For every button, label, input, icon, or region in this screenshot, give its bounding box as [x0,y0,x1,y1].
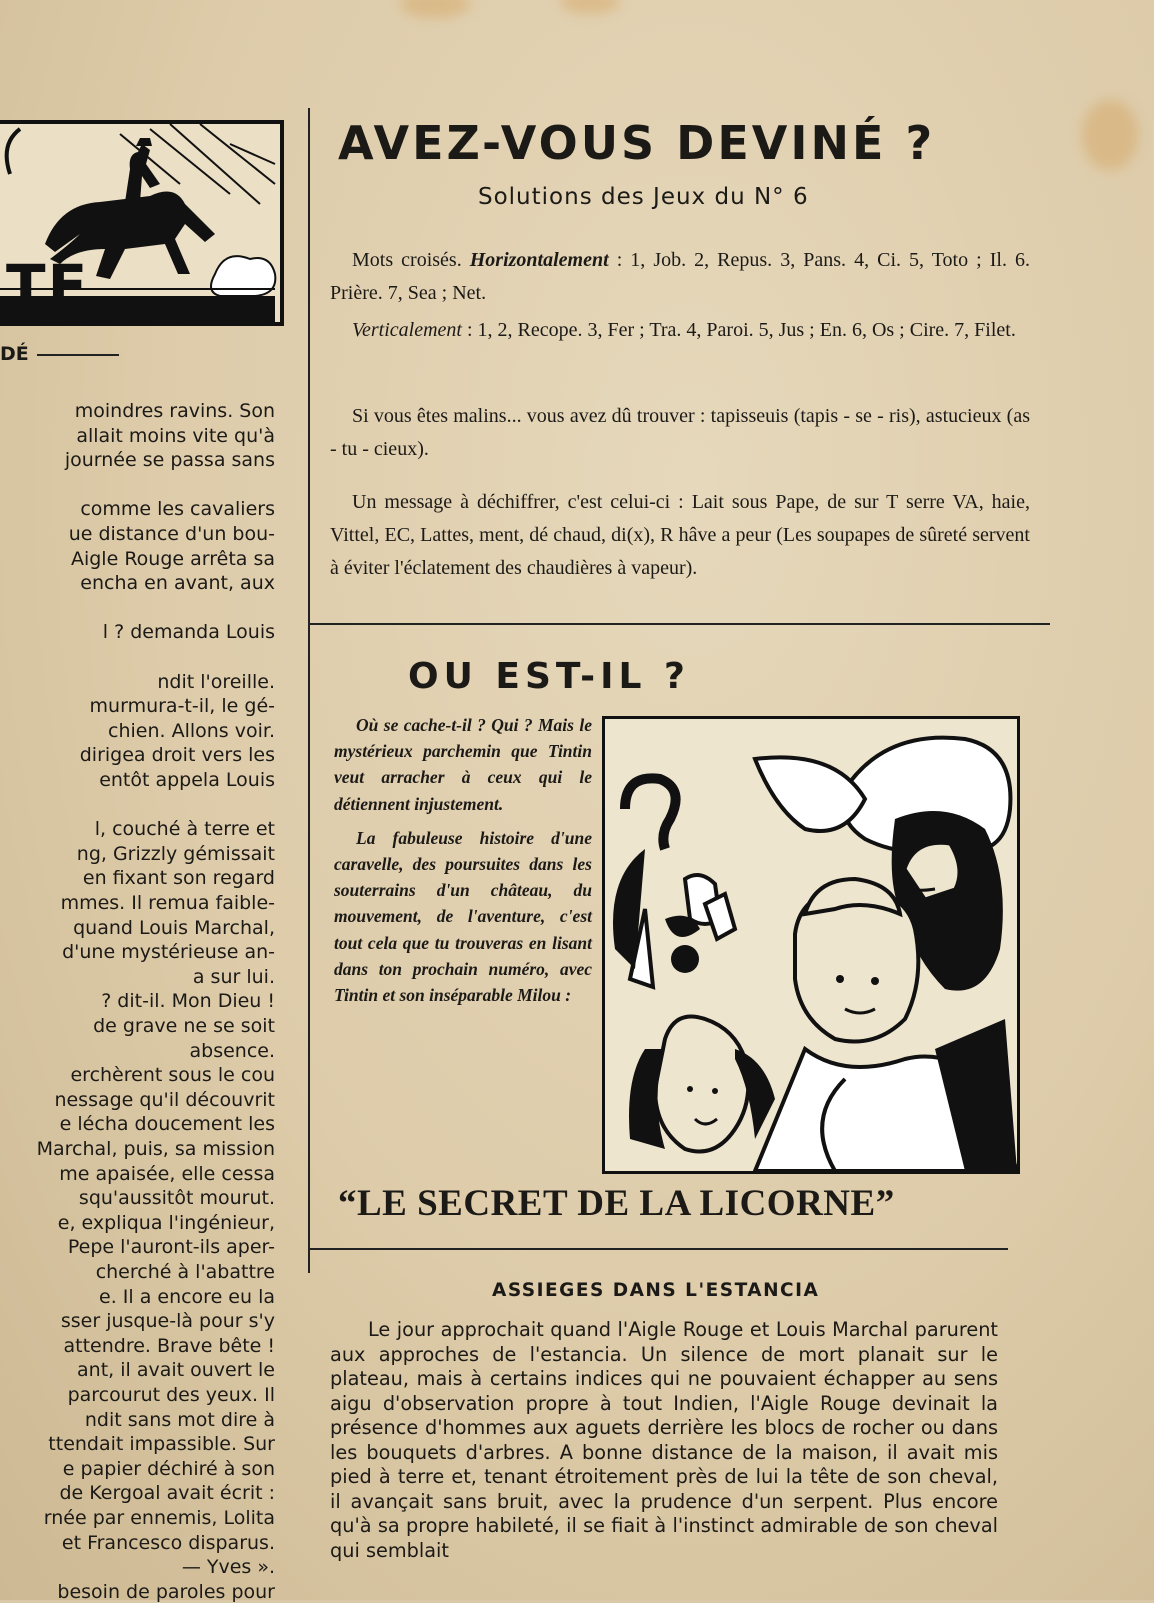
left-text-line: ng, Grizzly gémissait [76,842,275,865]
column-divider [308,108,310,1273]
horizontal-label: Horizontalement [469,249,609,271]
left-text-line: cherché à l'abattre [95,1261,275,1283]
crossword-horizontal-solution [330,244,1030,310]
left-text-line: erchèrent sous le cou [70,1064,275,1087]
left-text-line: dirigea droit vers les [79,744,275,767]
vertical-label: Verticalement [352,319,462,341]
story-headline: “LE SECRET DE LA LICORNE” [338,1183,895,1224]
section1-title: AVEZ-VOUS DEVINÉ ? [338,116,936,170]
left-subtitle: DÉ [0,343,130,365]
banner-letters: TE [6,252,90,320]
riddle-solution: Si vous êtes malins... vous avez dû trouver : tapisseuis (tapis - se - ris), astucieux (as - tu - cieux). [330,405,1030,460]
left-text-line: parcourut des yeux. Il [67,1384,275,1406]
paper-stain [400,0,470,18]
left-text-line: comme les cavaliers [80,498,275,521]
section-divider [308,1248,1008,1250]
left-banner-illustration [0,120,284,326]
left-text-line: ue distance d'un bou- [68,523,275,545]
story-paragraph: Le jour approchait quand l'Aigle Rouge et Louis Marchal parurent aux approches de l'estancia. Un silence de mort planait sur le plateau, mais à certains indices qui ne pouvaient échapper au sens aigu d'observation propre à tout Indien, l'Aigle Rouge devinait la présence d'hommes aux aguets derrière les blocs de rocher ou dans les bouquets d'arbres. A bonne distance de la maison, il avait mis pied à terre et, tenant étroitement près de lui la tête de son cheval, il avançait sans bruit, avec la prudence d'un serpent. Plus encore qu'à sa propre habileté, il se fiait à l'instinct admirable de son cheval qui semblait [330,1318,998,1562]
section3-body [330,1318,998,1563]
left-text-line: e papier déchiré à son [62,1457,275,1480]
left-text-line: journée se passa sans [64,449,275,472]
paper-stain [1082,100,1138,170]
horizontal-answers: : 1, Job. 2, Repus. 3, Pans. 4, Ci. 5, Toto ; Il. 6. Prière. 7, Sea ; Net. [330,249,1030,304]
crossword-label: Mots croisés. [352,249,470,271]
left-text-line: de Kergoal avait écrit : [59,1482,275,1505]
left-text-line: Marchal, puis, sa mission [36,1138,275,1160]
left-text-line: e lécha doucement les [59,1113,275,1136]
left-text-line: quand Louis Marchal, [73,916,275,939]
section1-subtitle: Solutions des Jeux du N° 6 [478,184,809,210]
section3-title: ASSIEGES DANS L'ESTANCIA [492,1280,820,1301]
left-text-line: de grave ne se soit [93,1015,275,1037]
left-text-line: sser jusque-là pour s'y [60,1310,275,1333]
left-text-line: nessage qu'il découvrit [54,1088,275,1111]
message-solution: Un message à déchiffrer, c'est celui-ci : Lait sous Pape, de sur T serre VA, haie, Vittel, EC, Lattes, ment, dé chaud, di(x), R hâve a peur (Les soupapes de sûreté servent à éviter l'éclatement des chaudières à vapeur). [330,491,1030,579]
left-text-line: l, couché à terre et [94,818,275,841]
section-divider [308,623,1050,625]
vertical-answers: : 1, 2, Recope. 3, Fer ; Tra. 4, Paroi. 5, Jus ; En. 6, Os ; Cire. 7, Filet. [461,319,1016,341]
left-text-line: ndit l'oreille. [157,670,275,693]
left-text-line: encha en avant, aux [80,572,275,595]
left-text-line: d'une mystérieuse an- [62,941,275,964]
left-text-line: murmura-t-il, le gé- [89,695,275,718]
left-text-line: mmes. Il remua faible- [60,892,275,914]
left-text-line: — Yves ». [181,1556,275,1579]
tintin-illustration [602,716,1020,1174]
left-text-line: Pepe l'auront-ils aper- [67,1236,275,1259]
paper-stain [560,0,620,14]
left-text-line: ttendait impassible. Sur [48,1433,275,1456]
left-text-line: l ? demanda Louis [102,621,275,644]
left-text-line: squ'aussitôt mourut. [78,1187,275,1210]
left-text-line: a sur lui. [192,965,275,988]
left-text-line: absence. [189,1039,275,1062]
left-text-line: entôt appela Louis [99,769,275,791]
left-text-line: ndit sans mot dire à [84,1408,275,1431]
left-text-line: allait moins vite qu'à [76,424,275,447]
promo-paragraph: La fabuleuse histoire d'une caravelle, des poursuites dans les souterrains d'un château, du mouvement, de l'aventure, c'est tout cela que tu trouveras en lisant dans ton prochain numéro, avec Tintin et son inséparable Milou : [334,827,592,1006]
crossword-vertical-solution [330,314,1030,347]
left-text-line: ? dit-il. Mon Dieu ! [101,990,275,1013]
left-text-line: Aigle Rouge arrêta sa [70,547,275,570]
left-text-line: attendre. Brave bête ! [63,1334,275,1357]
left-text-line: me apaisée, elle cessa [59,1162,275,1185]
left-text-line: e. Il a encore eu la [99,1285,275,1308]
tintin-comic-drawing [605,719,1017,1171]
left-text-line: ant, il avait ouvert le [77,1359,275,1382]
section2-title: OU EST-IL ? [408,656,690,697]
left-text-line: en fixant son regard [82,867,275,890]
left-text-line: rnée par ennemis, Lolita [43,1507,275,1529]
left-text-line: chien. Allons voir. [108,719,275,742]
left-text-line: et Francesco disparus. [61,1531,275,1554]
promo-paragraph: Où se cache-t-il ? Qui ? Mais le mystérieux parchemin que Tintin veut arracher à ceux qui le détiennent injustement. [334,715,592,814]
left-text-line: moindres ravins. Son [74,400,275,422]
promo-text [334,712,592,1016]
left-text-line: besoin de paroles pour [57,1580,275,1603]
left-text-line: e, expliqua l'ingénieur, [57,1211,275,1234]
